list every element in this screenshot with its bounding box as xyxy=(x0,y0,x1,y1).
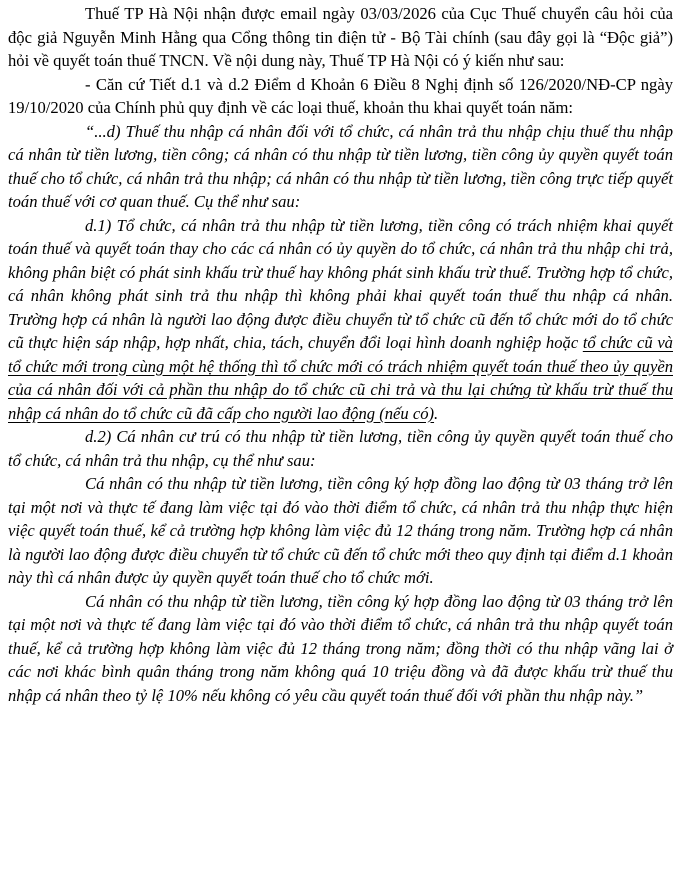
quote-d2-case1-paragraph: Cá nhân có thu nhập từ tiền lương, tiền công ký hợp đồng lao động từ 03 tháng trở lên tại một nơi và thực tế đang làm việc tại đó vào thời điểm tổ chức, cá nhân trả thu nhập thực hiện việc quyết toán thuế, kể cả trường hợp không làm việc đủ 12 tháng trong năm. Trường hợp cá nhân là người lao động được điều chuyển từ tổ chức cũ đến tổ chức mới theo quy định tại điểm d.1 khoản này thì cá nhân được ủy quyền quyết toán thuế cho tổ chức mới. xyxy=(8,474,673,587)
intro-paragraph: Thuế TP Hà Nội nhận được email ngày 03/03/2026 của Cục Thuế chuyển câu hỏi của độc giả Nguyễn Minh Hằng qua Cổng thông tin điện tử - Bộ Tài chính (sau đây gọi là “Độc giả”) hỏi về quyết toán thuế TNCN. Về nội dung này, Thuế TP Hà Nội có ý kiến như sau: xyxy=(8,4,673,70)
quote-d2-case2-paragraph: Cá nhân có thu nhập từ tiền lương, tiền công ký hợp đồng lao động từ 03 tháng trở lên tại một nơi và thực tế đang làm việc tại đó vào thời điểm tổ chức, cá nhân trả thu nhập quyết toán thuế, kể cả trường hợp không làm việc đủ 12 tháng trong năm; đồng thời có thu nhập vãng lai ở các nơi khác bình quân tháng trong năm không quá 10 triệu đồng và đã được khấu trừ thuế thu nhập cá nhân theo tỷ lệ 10% nếu không có yêu cầu quyết toán thuế đối với phần thu nhập này.” xyxy=(8,591,673,705)
point-d1-text: d.1) Tổ chức, cá nhân trả thu nhập từ tiền lương, tiền công có trách nhiệm khai quyết toán thuế và quyết toán thay cho các cá nhân có ủy quyền do tổ chức, cá nhân trả thu nhập chi trả, không phân biệt có phát sinh khấu trừ thuế hay không phát sinh khấu trừ thuế. Trường hợp tổ chức, cá nhân không phát sinh trả thu nhập thì không phải khai quyết toán thuế thu nhập cá nhân. Trường hợp cá nhân là người lao động được điều chuyển từ tổ chức cũ đến tổ chức mới do tổ chức cũ thực hiện sáp nhập, hợp nhất, chia, tách, chuyển đổi loại hình doanh nghiệp hoặc xyxy=(8,215,673,352)
legal-basis-paragraph: - Căn cứ Tiết d.1 và d.2 Điểm d Khoản 6 Điều 8 Nghị định số 126/2020/NĐ-CP ngày 19/10/2020 của Chính phủ quy định về các loại thuế, khoản thu khai quyết toán năm: xyxy=(8,74,673,117)
quote-point-d1-paragraph xyxy=(8,214,673,426)
quote-point-d2-paragraph: d.2) Cá nhân cư trú có thu nhập từ tiền lương, tiền công ủy quyền quyết toán thuế cho tổ chức, cá nhân trả thu nhập, cụ thể như sau: xyxy=(8,427,673,470)
point-d1-underlined-text: tổ chức cũ và tổ chức mới trong cùng một hệ thống thì tổ chức mới có trách nhiệm quyết toán thuế theo ủy quyền của cá nhân đối với cả phần thu nhập do tổ chức cũ chi trả và thu lại chứng từ khấu trừ thuế thu nhập cá nhân do tổ chức cũ đã cấp cho người lao động (nếu có) xyxy=(8,333,673,423)
quote-point-d-paragraph: “...d) Thuế thu nhập cá nhân đối với tổ chức, cá nhân trả thu nhập chịu thuế thu nhập cá nhân từ tiền lương, tiền công; cá nhân có thu nhập từ tiền lương, tiền công ủy quyền quyết toán thuế cho tổ chức, cá nhân trả thu nhập; cá nhân có thu nhập từ tiền lương, tiền công trực tiếp quyết toán thuế với cơ quan thuế. Cụ thể như sau: xyxy=(8,121,673,211)
point-d1-closing-period: . xyxy=(434,403,439,423)
